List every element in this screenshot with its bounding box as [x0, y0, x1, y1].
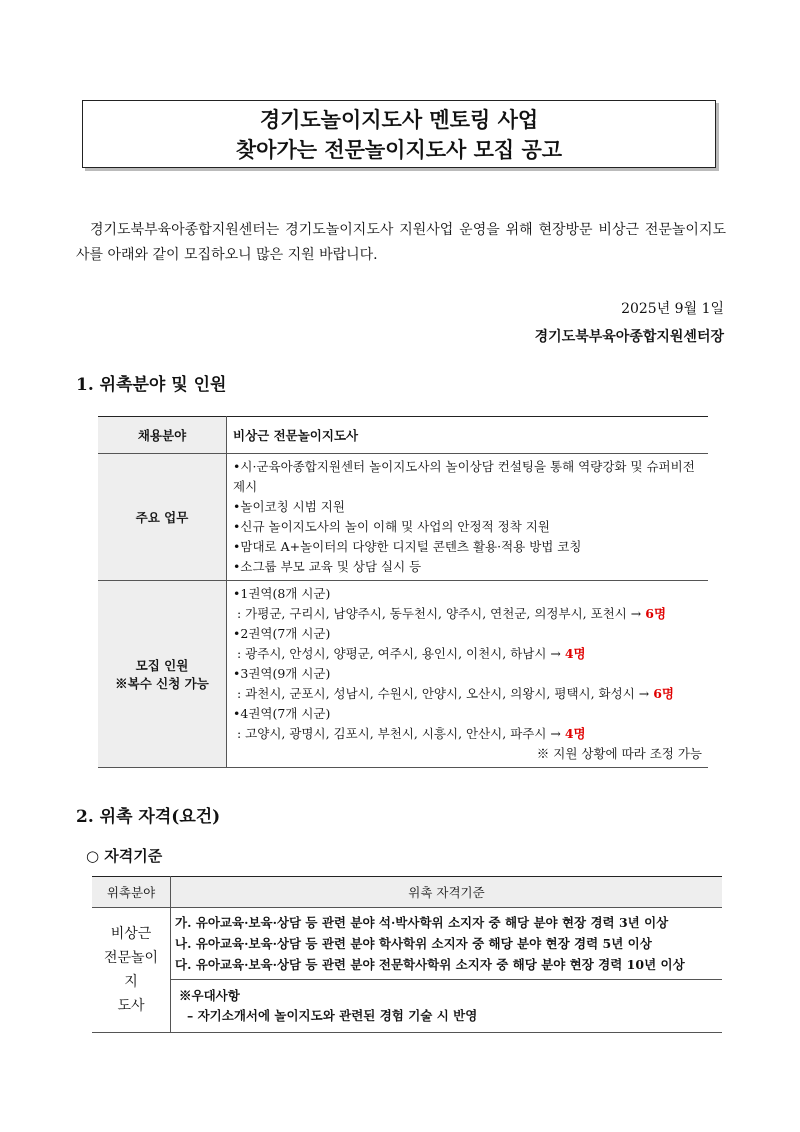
region-name: •3권역(9개 시군) [233, 666, 331, 681]
preference-item: – 자기소개서에 놀이지도와 관련된 경험 기술 시 반영 [187, 1008, 478, 1023]
recruitment-table [98, 416, 708, 768]
field-line: 전문놀이지 [103, 950, 159, 990]
preference-cell [171, 980, 723, 1033]
title-line-1: 경기도놀이지도사 멘토링 사업 [259, 107, 539, 132]
table-row [98, 417, 708, 454]
table-row [92, 980, 722, 1033]
signer: 경기도북부육아종합지원센터장 [534, 329, 724, 345]
list-item: •시·군육아종합지원센터 놀이지도사의 놀이상담 컨설팅을 통해 역량강화 및 슈퍼비전 제시 [233, 459, 695, 494]
field-value: 비상근 전문놀이지도사 [227, 417, 709, 454]
table-row [92, 908, 722, 980]
region-count: 4명 [564, 646, 586, 661]
col-criteria-header: 위촉 자격기준 [171, 877, 723, 908]
recruit-label-cell [98, 581, 227, 768]
qualification-table [92, 876, 722, 1033]
field-line: 도사 [117, 998, 145, 1014]
table-row [98, 454, 708, 581]
announcement-date: 2025년 9월 1일 [621, 301, 724, 317]
list-item: •신규 놀이지도사의 놀이 이해 및 사업의 안정적 정착 지원 [233, 519, 550, 534]
region-cities: : 가평군, 구리시, 남양주시, 동두천시, 양주시, 연천군, 의정부시, 포천시 → 6명 [236, 606, 667, 621]
region-name: •2권역(7개 시군) [233, 626, 331, 641]
section2-heading: 2. 위촉 자격(요건) [76, 807, 221, 827]
table-row [98, 581, 708, 768]
duties-list [233, 457, 702, 577]
section1-heading: 1. 위촉분야 및 인원 [76, 375, 227, 395]
title-box [82, 100, 716, 168]
field-line: 비상근 [110, 926, 152, 942]
region-cities: : 광주시, 안성시, 양평군, 여주시, 용인시, 이천시, 하남시 → 4명 [236, 646, 586, 661]
criteria-item: 가. 유아교육·보육·상담 등 관련 분야 석·박사학위 소지자 중 해당 분야 현장 경력 3년 이상 [175, 915, 669, 930]
col-field-header: 위촉분야 [92, 877, 171, 908]
section2-subheading: ○ 자격기준 [86, 847, 163, 865]
list-item: •놀이코칭 시범 지원 [233, 499, 345, 514]
region-name: •1권역(8개 시군) [233, 586, 331, 601]
list-item: •소그룹 부모 교육 및 상담 실시 등 [233, 559, 422, 574]
intro-text: 경기도북부육아종합지원센터는 경기도놀이지도사 지원사업 운영을 위해 현장방문 비상근 전문놀이지도사를 아래와 같이 모집하오니 많은 지원 바랍니다. [76, 222, 726, 263]
duties-label: 주요 업무 [98, 454, 227, 581]
regions-list [233, 584, 702, 744]
criteria-item: 다. 유아교육·보육·상담 등 관련 분야 전문학사학위 소지자 중 해당 분야 현장 경력 10년 이상 [175, 957, 685, 972]
adjust-note: ※ 지원 상황에 따라 조정 가능 [536, 746, 702, 761]
preference-title: ※우대사항 [179, 988, 240, 1003]
region-count: 6명 [645, 606, 667, 621]
criteria-cell [171, 908, 723, 980]
list-item: •맘대로 A+놀이터의 다양한 디지털 콘텐츠 활용·적용 방법 코칭 [233, 539, 582, 554]
intro-paragraph [76, 218, 726, 268]
recruit-label: 모집 인원 [135, 658, 189, 673]
region-count: 4명 [564, 726, 586, 741]
region-cities: : 고양시, 광명시, 김포시, 부천시, 시흥시, 안산시, 파주시 → 4명 [236, 726, 586, 741]
table-row [92, 877, 722, 908]
region-count: 6명 [653, 686, 674, 701]
region-name: •4권역(7개 시군) [233, 706, 331, 721]
criteria-item: 나. 유아교육·보육·상담 등 관련 분야 학사학위 소지자 중 해당 분야 현장 경력 5년 이상 [175, 936, 652, 951]
field-cell [92, 908, 171, 1033]
recruit-sublabel: ※복수 신청 가능 [115, 676, 209, 691]
region-cities: : 과천시, 군포시, 성남시, 수원시, 안양시, 오산시, 의왕시, 평택시, 화성시 → 6명 [236, 686, 674, 701]
field-label: 채용분야 [98, 417, 227, 454]
title-line-2: 찾아가는 전문놀이지도사 모집 공고 [235, 137, 563, 162]
